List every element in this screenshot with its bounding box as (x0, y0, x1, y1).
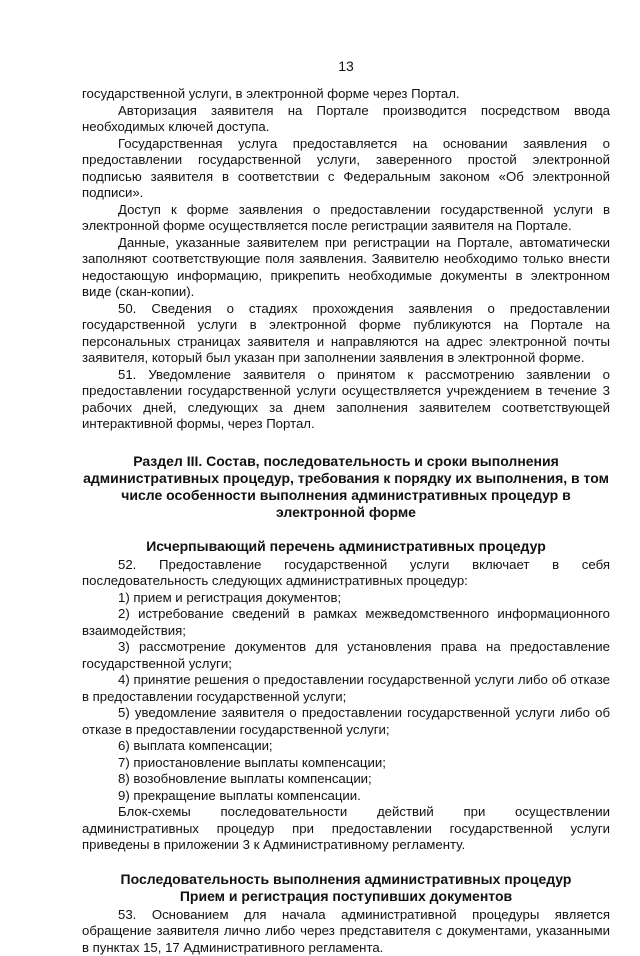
list-item: 2) истребование сведений в рамках межведомственного информационного взаимодействия; (82, 606, 610, 639)
list-item: 8) возобновление выплаты компенсации; (82, 771, 610, 788)
page-number: 13 (82, 58, 610, 74)
subheading-procedures-list: Исчерпывающий перечень административных процедур (82, 538, 610, 555)
subheading-sequence: Последовательность выполнения административных процедур (82, 871, 610, 888)
paragraph-51: 51. Уведомление заявителя о принятом к рассмотрению заявлении о предоставлении государственной услуги осуществляется учреждением в течение 3 рабочих дней, следующих за днем заполнения заявителем соответствующей интерактивной формы, через Портал. (82, 367, 610, 433)
list-item: 3) рассмотрение документов для установления права на предоставление государственной услуги; (82, 639, 610, 672)
paragraph-flowcharts: Блок-схемы последовательности действий при осуществлении административных процедур при предоставлении государственной услуги приведены в приложении 3 к Административному регламенту. (82, 804, 610, 854)
paragraph: Авторизация заявителя на Портале производится посредством ввода необходимых ключей доступа. (82, 103, 610, 136)
paragraph-50: 50. Сведения о стадиях прохождения заявления о предоставлении государственной услуги в электронной форме публикуются на Портале на персональных страницах заявителя и направляются на адрес электронной почты заявителя, который был указан при заполнении заявления в электронной форме. (82, 301, 610, 367)
list-item: 9) прекращение выплаты компенсации. (82, 788, 610, 805)
subheading-reception: Прием и регистрация поступивших документов (82, 888, 610, 905)
paragraph-53: 53. Основанием для начала административной процедуры является обращение заявителя лично либо через представителя с документами, указанными в пунктах 15, 17 Административного регламента. (82, 907, 610, 956)
list-item: 6) выплата компенсации; (82, 738, 610, 755)
list-item: 7) приостановление выплаты компенсации; (82, 755, 610, 772)
paragraph: Доступ к форме заявления о предоставлении государственной услуги в электронной форме осуществляется после регистрации заявителя на Портале. (82, 202, 610, 235)
section-heading: Раздел III. Состав, последовательность и сроки выполнения административных процедур, требования к порядку их выполнения, в том числе особенности выполнения административных процедур в электронной форме (82, 453, 610, 521)
list-item: 5) уведомление заявителя о предоставлении государственной услуги либо об отказе в предоставлении государственной услуги; (82, 705, 610, 738)
paragraph: государственной услуги, в электронной форме через Портал. (82, 86, 610, 103)
paragraph-52: 52. Предоставление государственной услуги включает в себя последовательность следующих административных процедур: (82, 557, 610, 590)
paragraph: Данные, указанные заявителем при регистрации на Портале, автоматически заполняют соответствующие поля заявления. Заявителю необходимо только внести недостающую информацию, прикрепить необходимые документы в электронном виде (скан-копии). (82, 235, 610, 301)
list-item: 1) прием и регистрация документов; (82, 590, 610, 607)
paragraph: Государственная услуга предоставляется на основании заявления о предоставлении государственной услуги, заверенного простой электронной подписью заявителя в соответствии с Федеральным законом «Об электронной подписи». (82, 136, 610, 202)
list-item: 4) принятие решения о предоставлении государственной услуги либо об отказе в предоставлении государственной услуги; (82, 672, 610, 705)
